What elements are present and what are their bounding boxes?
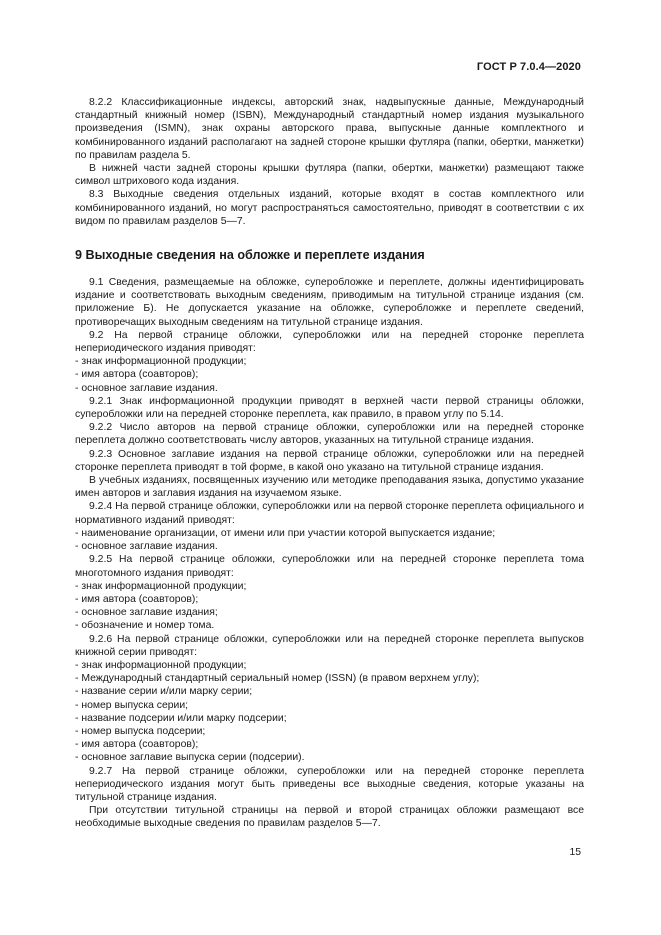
paragraph-9-2-5: 9.2.5 На первой странице обложки, суперобложки или на передней сторонке переплета тома многотомного издания приводят: [75, 554, 584, 579]
paragraph-9-2-7-no-title-page: При отсутствии титульной страницы на первой и второй страницах обложки размещают все необходимые выходные сведения по правилам разделов 5—7. [75, 805, 584, 830]
list-item: - имя автора (соавторов); [75, 738, 584, 751]
list-item: - обозначение и номер тома. [75, 619, 584, 632]
paragraph-9-2: 9.2 На первой странице обложки, суперобложки или на передней сторонке переплета непериодического издания приводят: [75, 329, 584, 355]
document-header-id: ГОСТ Р 7.0.4—2020 [476, 61, 581, 73]
list-item: - имя автора (соавторов); [75, 593, 584, 606]
list-item: - знак информационной продукции; [75, 355, 584, 368]
paragraph-8-3: 8.3 Выходные сведения отдельных изданий, которые входят в состав комплектного или комбинированного изданий, но могут распространяться самостоятельно, приводят в соответствии с их видом по правилам разделов 5—7. [75, 189, 584, 227]
list-item: - основное заглавие выпуска серии (подсерии). [75, 751, 584, 764]
paragraph-9-2-3: 9.2.3 Основное заглавие издания на первой странице обложки, суперобложки или на передней сторонке переплета приводят в той форме, в какой оно указано на титульной странице издания. [75, 448, 584, 473]
paragraph-9-2-6: 9.2.6 На первой странице обложки, суперобложки или на передней сторонке переплета выпусков книжной серии приводят: [75, 633, 584, 658]
paragraph-9-2-7: 9.2.7 На первой странице обложки, суперобложки или на передней сторонке переплета непериодического издания могут быть приведены все выходные сведения, которые указаны на титульной странице издания. [75, 765, 584, 803]
document-body [75, 96, 584, 831]
list-item: - основное заглавие издания. [75, 540, 584, 553]
list-item: - знак информационной продукции; [75, 659, 584, 672]
paragraph-9-2-2: 9.2.2 Число авторов на первой странице обложки, суперобложки или на передней сторонке переплета должно соответствовать числу авторов, указанных на титульной странице издания. [75, 422, 584, 447]
paragraph-barcode: В нижней части задней стороны крышки футляра (папки, обертки, манжетки) размещают также символ штрихового кода издания. [75, 163, 584, 188]
list-item: - основное заглавие издания. [75, 382, 584, 395]
list-item: - имя автора (соавторов); [75, 368, 584, 381]
section-heading-9: 9 Выходные сведения на обложке и переплете издания [75, 248, 425, 263]
list-9-2-5 [75, 580, 584, 633]
paragraph-9-2-4: 9.2.4 На первой странице обложки, суперобложки или на первой сторонке переплета официального и нормативного изданий приводят: [75, 501, 584, 526]
list-item: - номер выпуска подсерии; [75, 725, 584, 738]
list-item: - основное заглавие издания; [75, 606, 584, 619]
list-item: - Международный стандартный сериальный номер (ISSN) (в правом верхнем углу); [75, 672, 584, 685]
list-9-2 [75, 355, 584, 395]
list-item: - номер выпуска серии; [75, 699, 584, 712]
list-item: - знак информационной продукции; [75, 580, 584, 593]
list-item: - название серии и/или марку серии; [75, 685, 584, 698]
paragraph-9-1: 9.1 Сведения, размещаемые на обложке, суперобложке и переплете, должны идентифицировать издание и соответствовать выходным сведениям, приводимым на титульной странице издания (см. приложение Б). Не допускается указание на обложке, суперобложке и переплете сведений, противоречащих выходным сведениям на титульной странице издания. [75, 277, 584, 328]
list-item: - наименование организации, от имени или при участии которой выпускается издание; [75, 527, 584, 540]
list-9-2-4 [75, 527, 584, 553]
paragraph-9-2-1: 9.2.1 Знак информационной продукции приводят в верхней части первой страницы обложки, суперобложки или на передней сторонке переплета, как правило, в правом углу по 5.14. [75, 395, 584, 421]
list-item: - название подсерии и/или марку подсерии; [75, 712, 584, 725]
paragraph-9-2-3-educational: В учебных изданиях, посвященных изучению или методике преподавания языка, допустимо указание имен авторов и заглавия издания на изучаемом языке. [75, 475, 584, 500]
list-9-2-6 [75, 659, 584, 765]
page-number: 15 [569, 847, 581, 858]
paragraph-8-2-2: 8.2.2 Классификационные индексы, авторский знак, надвыпускные данные, Международный стандартный книжный номер (ISBN), Международный стандартный номер издания музыкального произведения (ISMN), знак охраны авторского права, выпускные данные комплектного и комбинированного изданий располагают на задней стороне крышки футляра (папки, обертки, манжетки) по правилам раздела 5. [75, 97, 584, 161]
